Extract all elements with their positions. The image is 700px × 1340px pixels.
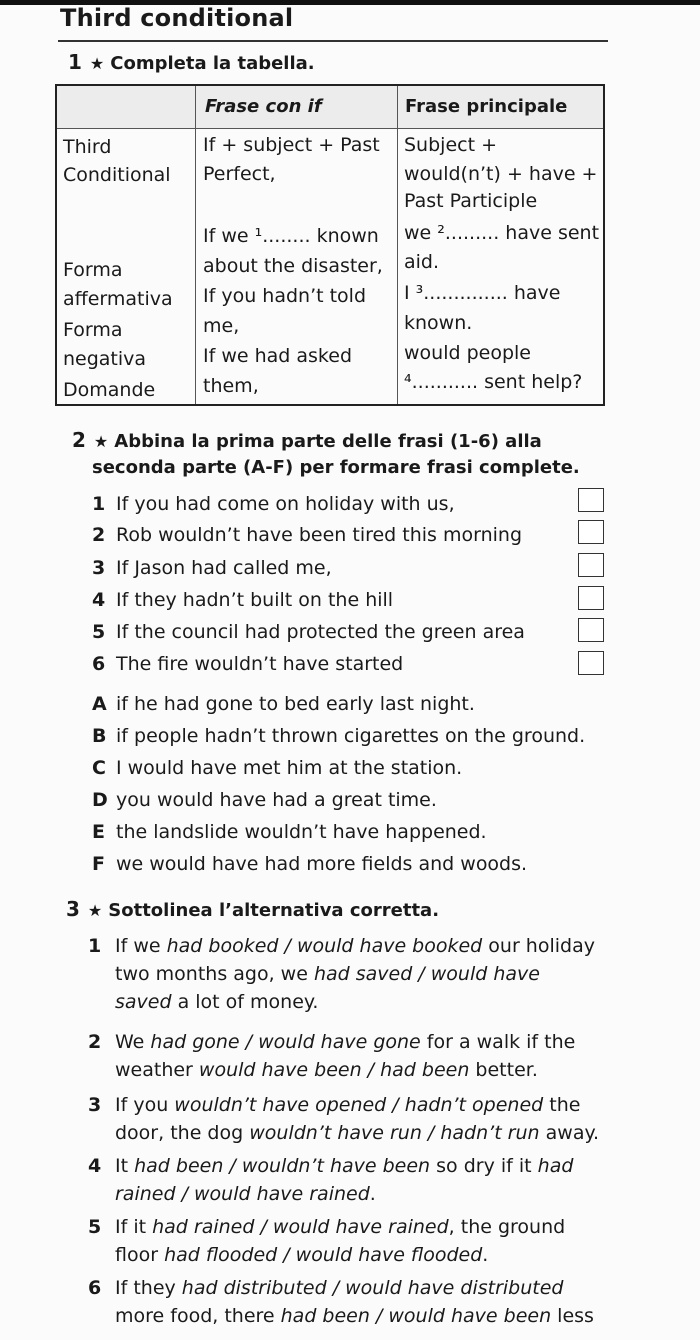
answer-item: B if people hadn’t thrown cigarettes on the ground.	[92, 725, 586, 747]
answer-item: F we would have had more fields and woods.	[92, 853, 528, 875]
star-icon: ★	[93, 432, 109, 451]
exercise-3-number: 3	[66, 897, 80, 921]
list-item: 3 If you wouldn’t have opened / hadn’t opened the door, the dog wouldn’t have run / hadn’t run away.	[88, 1094, 600, 1144]
table-row-label: Domande	[63, 379, 156, 401]
answer-item: E the landslide wouldn’t have happened.	[92, 821, 487, 843]
exercise-2-instruction: Abbina la prima parte delle frasi (1-6) alla	[114, 431, 542, 452]
table-cell-if: If we had asked	[203, 345, 353, 367]
answer-box-5[interactable]	[578, 618, 604, 642]
answer-box-4[interactable]	[578, 586, 604, 610]
list-item: 6 If they had distributed / would have distributed more food, there had been / would have been less	[88, 1277, 594, 1327]
answer-box-6[interactable]	[578, 651, 604, 675]
table-column-divider	[397, 86, 398, 404]
table-cell-main: we ²......... have sent	[404, 222, 600, 244]
table-row-label: affermativa	[63, 288, 173, 310]
title-divider	[58, 40, 608, 42]
answer-item: A if he had gone to bed early last night.	[92, 693, 475, 715]
table-cell-if: them,	[203, 375, 259, 397]
table-row-label: Forma	[63, 319, 123, 341]
list-item: 2 Rob wouldn’t have been tired this morning	[92, 524, 523, 546]
table-column-divider	[195, 86, 196, 404]
list-item: 5 If it had rained / would have rained, the ground floor had flooded / would have flooded.	[88, 1216, 566, 1266]
table-cell-main: would people	[404, 342, 531, 364]
table-cell-if: If + subject + Past	[203, 134, 380, 156]
page-title: Third conditional	[60, 4, 294, 32]
table-cell-main: Past Participle	[404, 190, 538, 212]
table-header-main-clause: Frase principale	[405, 96, 568, 117]
table-cell-main: Subject +	[404, 134, 497, 156]
table-cell-main: I ³.............. have	[404, 282, 561, 304]
list-item: 2 We had gone / would have gone for a walk if the weather would have been / had been better.	[88, 1031, 576, 1081]
table-cell-if: me,	[203, 315, 240, 337]
table-row-label: Forma	[63, 259, 123, 281]
table-cell-main: would(n’t) + have +	[404, 163, 598, 185]
list-item: 4 If they hadn’t built on the hill	[92, 589, 394, 611]
exercise-1-heading	[68, 51, 315, 75]
list-item: 4 It had been / wouldn’t have been so dry if it had rained / would have rained.	[88, 1155, 574, 1205]
table-cell-main: ⁴........... sent help?	[404, 371, 583, 393]
table-row-label: Third	[63, 136, 112, 158]
answer-box-2[interactable]	[578, 520, 604, 544]
exercise-2-instruction-line2: seconda parte (A-F) per formare frasi complete.	[92, 457, 580, 478]
exercise-2-heading	[72, 429, 542, 453]
table-cell-main: aid.	[404, 251, 440, 273]
answer-item: D you would have had a great time.	[92, 789, 437, 811]
list-item: 3 If Jason had called me,	[92, 557, 332, 579]
exercise-3-heading	[66, 898, 439, 922]
table-cell-if: Perfect,	[203, 163, 276, 185]
answer-box-1[interactable]	[578, 488, 604, 512]
table-cell-if: If we ¹........ known	[203, 225, 379, 247]
exercise-3-instruction: Sottolinea l’alternativa corretta.	[108, 900, 440, 921]
table-cell-main: known.	[404, 312, 473, 334]
answer-item: C I would have met him at the station.	[92, 757, 463, 779]
star-icon: ★	[87, 901, 103, 920]
list-item: 1 If we had booked / would have booked our holiday two months ago, we had saved / would have saved a lot of money.	[88, 935, 595, 1013]
table-header-if-clause: Frase con if	[205, 96, 322, 117]
exercise-1-instruction: Completa la tabella.	[110, 53, 315, 74]
star-icon: ★	[89, 54, 105, 73]
table-cell-if: If you hadn’t told	[203, 285, 367, 307]
answer-box-3[interactable]	[578, 553, 604, 577]
table-cell-if: about the disaster,	[203, 255, 383, 277]
table-row-label: negativa	[63, 348, 147, 370]
list-item: 5 If the council had protected the green area	[92, 621, 525, 643]
table-row-label: Conditional	[63, 164, 171, 186]
exercise-1-number: 1	[68, 50, 82, 74]
list-item: 1 If you had come on holiday with us,	[92, 493, 455, 515]
exercise-2-number: 2	[72, 428, 86, 452]
conditional-table	[55, 84, 605, 406]
list-item: 6 The fire wouldn’t have started	[92, 653, 404, 675]
